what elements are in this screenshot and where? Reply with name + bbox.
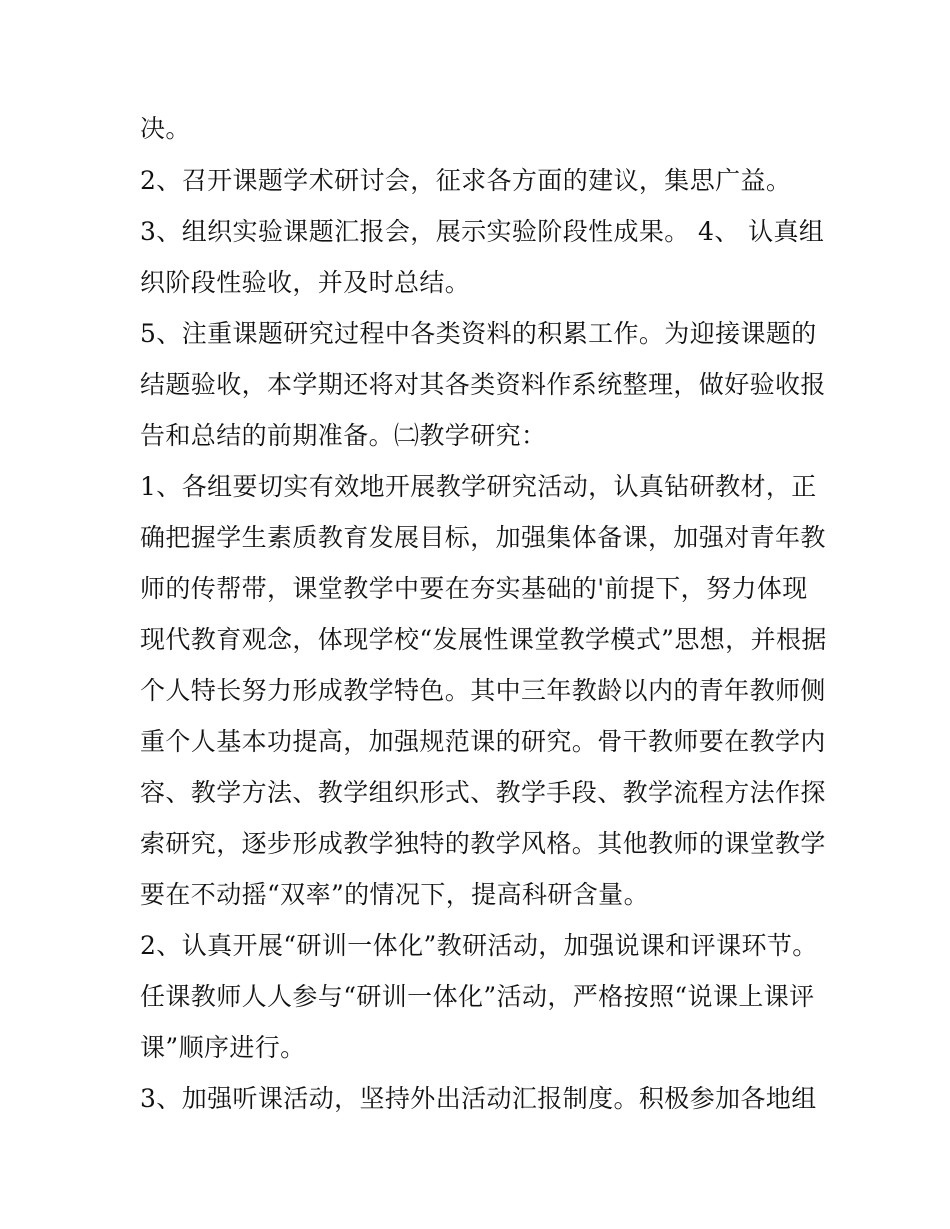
text-line: 告和总结的前期准备。㈡教学研究： [140,421,547,450]
text-line: 容、教学方法、教学组织形式、教学手段、教学流程方法作探 [140,778,826,807]
text-line: 2、认真开展“研训一体化”教研活动，加强说课和评课环节。 [140,931,818,960]
text-line: 个人特长努力形成教学特色。其中三年教龄以内的青年教师侧 [140,676,826,705]
text-line: 重个人基本功提高，加强规范课的研究。骨干教师要在教学内 [140,727,826,756]
text-line: 1、各组要切实有效地开展教学研究活动，认真钻研教材，正 [140,472,817,501]
text-line: 索研究，逐步形成教学独特的教学风格。其他教师的课堂教学 [140,829,826,858]
text-line: 课”顺序进行。 [140,1033,306,1062]
text-line: 要在不动摇“双率”的情况下，提高科研含量。 [140,880,649,909]
text-line: 织阶段性验收，并及时总结。 [140,268,471,297]
text-line: 现代教育观念，体现学校“发展性课堂教学模式”思想，并根据 [140,625,827,654]
text-line: 确把握学生素质教育发展目标，加强集体备课，加强对青年教 [140,523,826,552]
text-line: 2、召开课题学术研讨会，征求各方面的建议，集思广益。 [140,166,792,195]
text-line: 决。 [140,114,191,143]
text-line: 5、注重课题研究过程中各类资料的积累工作。为迎接课题的 [140,319,817,348]
text-line: 师的传帮带，课堂教学中要在夯实基础的'前提下，努力体现 [140,574,808,603]
text-line: 结题验收，本学期还将对其各类资料作系统整理，做好验收报 [140,370,826,399]
text-line: 任课教师人人参与“研训一体化”活动，严格按照“说课上课评 [140,982,815,1011]
text-line: 3、组织实验课题汇报会，展示实验阶段性成果。 4、 认真组 [140,217,825,246]
text-line: 3、加强听课活动，坚持外出活动汇报制度。积极参加各地组 [140,1084,817,1113]
